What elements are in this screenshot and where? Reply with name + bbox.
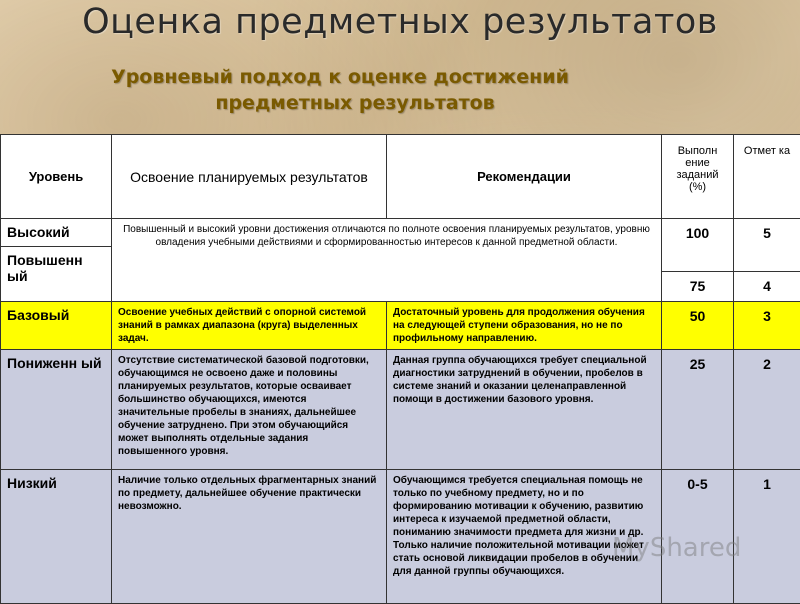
level-reduced: Пониженн ый bbox=[1, 350, 112, 470]
header-completion: Выполн ение заданий (%) bbox=[662, 135, 734, 219]
recommendation-low: Обучающимся требуется специальная помощь не только по учебному предмету, но и по формированию мотивации к обучению, развитию интереса к изучаемой предметной области, пониманию значимости предмета для жизни и др. Только наличие положительной мотивации может стать основой ликвидации пробелов в обучении для данной группы обучающихся. bbox=[387, 470, 662, 604]
recommendation-basic: Достаточный уровень для продолжения обучения на следующей ступени образования, но не по профильному направлению. bbox=[387, 302, 662, 350]
shared-description: Повышенный и высокий уровни достижения отличаются по полноте освоения планируемых результатов, уровню овладения учебными действиями и сформированностью интересов к данной предметной области. bbox=[112, 219, 662, 302]
header-grade: Отмет ка bbox=[734, 135, 800, 219]
header-mastery: Освоение планируемых результатов bbox=[112, 135, 387, 219]
header-recommendations: Рекомендации bbox=[387, 135, 662, 219]
percent-basic: 50 bbox=[662, 302, 734, 350]
subtitle bbox=[0, 64, 800, 116]
watermark-logo: MyShared bbox=[612, 533, 741, 563]
grade-high: 5 bbox=[734, 219, 800, 272]
level-high: Высокий bbox=[1, 219, 112, 247]
percent-high: 100 bbox=[662, 219, 734, 272]
level-advanced: Повышенн ый bbox=[1, 247, 112, 302]
level-low: Низкий bbox=[1, 470, 112, 604]
grade-basic: 3 bbox=[734, 302, 800, 350]
mastery-basic: Освоение учебных действий с опорной системой знаний в рамках диапазона (круга) выделенных задач. bbox=[112, 302, 387, 350]
subtitle-line-2: предметных результатов bbox=[0, 90, 800, 116]
mastery-low: Наличие только отдельных фрагментарных знаний по предмету, дальнейшее обучение практически невозможно. bbox=[112, 470, 387, 604]
mastery-reduced: Отсутствие систематической базовой подготовки, обучающимся не освоено даже и половины планируемых результатов, которые осваивает большинство обучающихся, имеются значительные пробелы в знаниях, дальнейшее обучение затруднено. При этом обучающийся может выполнять отдельные задания повышенного уровня. bbox=[112, 350, 387, 470]
header-level: Уровень bbox=[1, 135, 112, 219]
grade-low: 1 bbox=[734, 470, 800, 604]
grade-advanced: 4 bbox=[734, 272, 800, 302]
recommendation-reduced: Данная группа обучающихся требует специальной диагностики затруднений в обучении, пробелов в системе знаний и оказании целенаправленной помощи в достижении базового уровня. bbox=[387, 350, 662, 470]
grade-reduced: 2 bbox=[734, 350, 800, 470]
page-title: Оценка предметных результатов bbox=[0, 2, 800, 42]
subtitle-line-1: Уровневый подход к оценке достижений bbox=[0, 64, 800, 90]
level-basic: Базовый bbox=[1, 302, 112, 350]
percent-advanced: 75 bbox=[662, 272, 734, 302]
percent-reduced: 25 bbox=[662, 350, 734, 470]
percent-low: 0-5 bbox=[662, 470, 734, 604]
